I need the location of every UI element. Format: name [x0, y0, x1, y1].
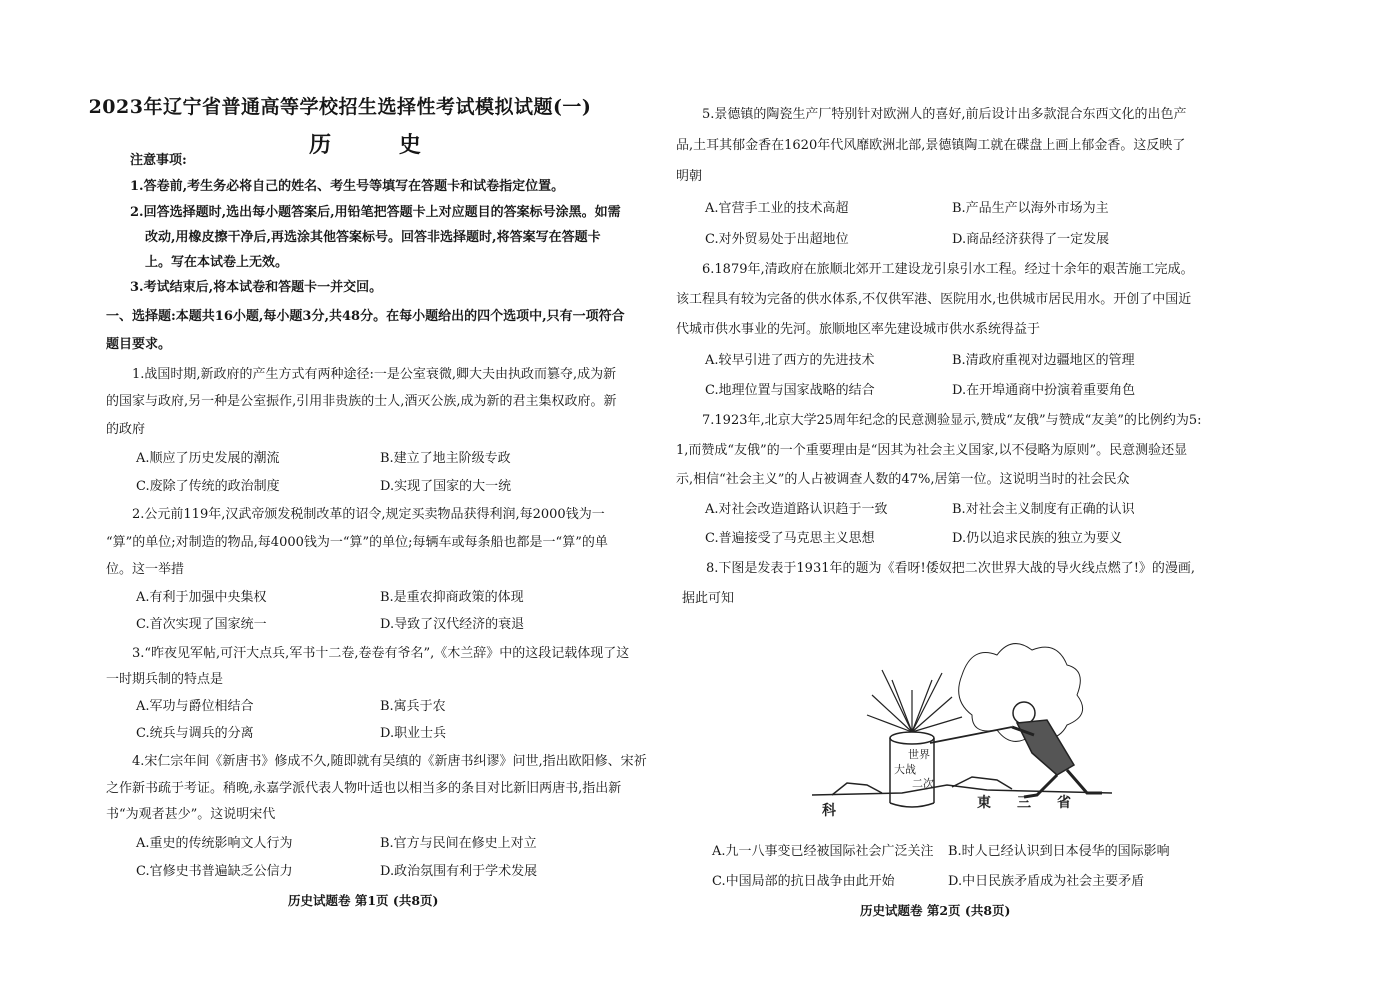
- question-5-option-d: D.商品经济获得了一定发展: [952, 232, 1110, 247]
- notes-heading: 注意事项:: [130, 153, 187, 168]
- question-2-stem: 2.公元前119年,汉武帝颁发税制改革的诏令,规定买卖物品获得利润,每2000钱为一: [132, 507, 605, 522]
- section-heading: 一、选择题:本题共16小题,每小题3分,共48分。在每小题给出的四个选项中,只有一项符合: [106, 309, 625, 324]
- can-label: 二次: [912, 777, 934, 790]
- note-line: 改动,用橡皮擦干净后,再选涂其他答案标号。回答非选择题时,将答案写在答题卡: [145, 230, 601, 245]
- question-3-option-c: C.统兵与调兵的分离: [136, 726, 254, 741]
- note-line: 上。写在本试卷上无效。: [145, 255, 289, 270]
- question-2-option-c: C.首次实现了国家统一: [136, 617, 267, 632]
- question-5-stem: 品,土耳其郁金香在1620年代风靡欧洲北部,景德镇陶工就在碟盘上画上郁金香。这反映了: [676, 138, 1186, 153]
- section-heading: 题目要求。: [106, 337, 172, 352]
- question-7-option-b: B.对社会主义制度有正确的认识: [952, 502, 1135, 517]
- can-label: 世界: [908, 748, 930, 761]
- ground-label: 省: [1057, 795, 1071, 811]
- question-4-option-d: D.政治氛围有利于学术发展: [380, 864, 538, 879]
- question-5-stem: 明朝: [676, 169, 703, 184]
- exam-title: 2023年辽宁省普通高等学校招生选择性考试模拟试题(一): [88, 96, 592, 118]
- ground-label: 東: [977, 795, 991, 811]
- question-2-stem: “算”的单位;对制造的物品,每4000钱为一“算”的单位;每辆车或每条船也都是一“算”的单: [106, 535, 608, 550]
- question-1-option-b: B.建立了地主阶级专政: [380, 451, 511, 466]
- question-1-option-a: A.顺应了历史发展的潮流: [136, 451, 280, 466]
- page-footer: 历史试题卷 第2页 (共8页): [860, 903, 1011, 918]
- question-1-option-c: C.废除了传统的政治制度: [136, 479, 280, 494]
- note-line: 1.答卷前,考生务必将自己的姓名、考生号等填写在答题卡和试卷指定位置。: [130, 179, 565, 194]
- page-1: [0, 0, 680, 982]
- question-6-option-c: C.地理位置与国家战略的结合: [705, 383, 875, 398]
- ground-label: 科: [822, 803, 836, 819]
- question-6-stem: 6.1879年,清政府在旅顺北郊开工建设龙引泉引水工程。经过十余年的艰苦施工完成。: [702, 262, 1194, 277]
- question-7-option-c: C.普遍接受了马克思主义思想: [705, 531, 875, 546]
- note-line: 3.考试结束后,将本试卷和答题卡一并交回。: [130, 280, 383, 295]
- question-4-stem: 之作新书疏于考证。稍晚,永嘉学派代表人物叶适也以相当多的条目对比新旧两唐书,指出新: [106, 781, 622, 796]
- question-6-option-a: A.较早引进了西方的先进技术: [705, 353, 875, 368]
- question-3-option-a: A.军功与爵位相结合: [136, 699, 254, 714]
- question-8-stem: 8.下图是发表于1931年的题为《看呀!倭奴把二次世界大战的导火线点燃了!》的漫画,: [706, 561, 1196, 576]
- question-3-option-d: D.职业士兵: [380, 726, 447, 741]
- question-3-stem: 3.“昨夜见军帖,可汗大点兵,军书十二卷,卷卷有爷名”,《木兰辞》中的这段记载体现了这: [132, 646, 630, 661]
- can-label: 大战: [894, 763, 916, 776]
- question-5-option-a: A.官营手工业的技术高超: [705, 201, 849, 216]
- question-1-stem: 的政府: [106, 422, 146, 437]
- question-3-stem: 一时期兵制的特点是: [106, 672, 224, 687]
- question-6-stem: 该工程具有较为完备的供水体系,不仅供军港、医院用水,也供城市居民用水。开创了中国近: [676, 292, 1192, 307]
- question-3-option-b: B.寓兵于农: [380, 699, 446, 714]
- question-6-option-d: D.在开埠通商中扮演着重要角色: [952, 383, 1136, 398]
- question-7-option-a: A.对社会改造道路认识趋于一致: [705, 502, 888, 517]
- question-8-option-d: D.中日民族矛盾成为社会主要矛盾: [948, 874, 1145, 889]
- question-2-option-d: D.导致了汉代经济的衰退: [380, 617, 525, 632]
- subject-title: 历 史: [309, 132, 451, 158]
- question-6-option-b: B.清政府重视对边疆地区的管理: [952, 353, 1135, 368]
- question-2-stem: 位。这一举措: [106, 562, 185, 577]
- question-1-stem: 的国家与政府,另一种是公室振作,引用非贵族的士人,酒灭公族,成为新的君主集权政府。新: [106, 394, 617, 409]
- question-8-option-a: A.九一八事变已经被国际社会广泛关注: [712, 844, 934, 859]
- question-4-stem: 书“为观者甚少”。这说明宋代: [106, 807, 276, 822]
- war-cartoon-illustration: [812, 635, 1112, 835]
- question-5-option-c: C.对外贸易处于出超地位: [705, 232, 849, 247]
- question-6-stem: 代城市供水事业的先河。旅顺地区率先建设城市供水系统得益于: [676, 322, 1041, 337]
- question-8-option-c: C.中国局部的抗日战争由此开始: [712, 874, 895, 889]
- question-4-option-b: B.官方与民间在修史上对立: [380, 836, 537, 851]
- question-7-option-d: D.仍以追求民族的独立为要义: [952, 531, 1123, 546]
- ground-label: 三: [1017, 795, 1031, 811]
- question-7-stem: 1,而赞成“友俄”的一个重要理由是“因其为社会主义国家,以不侵略为原则”。民意测验还显: [676, 443, 1188, 458]
- question-8-option-b: B.时人已经认识到日本侵华的国际影响: [948, 844, 1170, 859]
- note-line: 2.回答选择题时,选出每小题答案后,用铅笔把答题卡上对应题目的答案标号涂黑。如需: [130, 205, 621, 220]
- question-7-stem: 示,相信“社会主义”的人占被调查人数的47%,居第一位。这说明当时的社会民众: [676, 472, 1130, 487]
- question-8-stem: 据此可知: [682, 591, 735, 606]
- question-5-option-b: B.产品生产以海外市场为主: [952, 201, 1109, 216]
- question-4-option-c: C.官修史书普遍缺乏公信力: [136, 864, 293, 879]
- question-1-option-d: D.实现了国家的大一统: [380, 479, 512, 494]
- question-2-option-b: B.是重农抑商政策的体现: [380, 590, 524, 605]
- question-1-stem: 1.战国时期,新政府的产生方式有两种途径:一是公室衰微,卿大夫由执政而篡夺,成为新: [132, 367, 617, 382]
- question-5-stem: 5.景德镇的陶瓷生产厂特别针对欧洲人的喜好,前后设计出多款混合东西文化的出色产: [702, 107, 1187, 122]
- question-4-option-a: A.重史的传统影响文人行为: [136, 836, 293, 851]
- question-7-stem: 7.1923年,北京大学25周年纪念的民意测验显示,赞成“友俄”与赞成“友美”的比例约为5:: [702, 413, 1202, 428]
- question-2-option-a: A.有利于加强中央集权: [136, 590, 267, 605]
- question-4-stem: 4.宋仁宗年间《新唐书》修成不久,随即就有吴缜的《新唐书纠谬》问世,指出欧阳修、宋祈: [132, 754, 647, 769]
- page-footer: 历史试题卷 第1页 (共8页): [288, 893, 439, 908]
